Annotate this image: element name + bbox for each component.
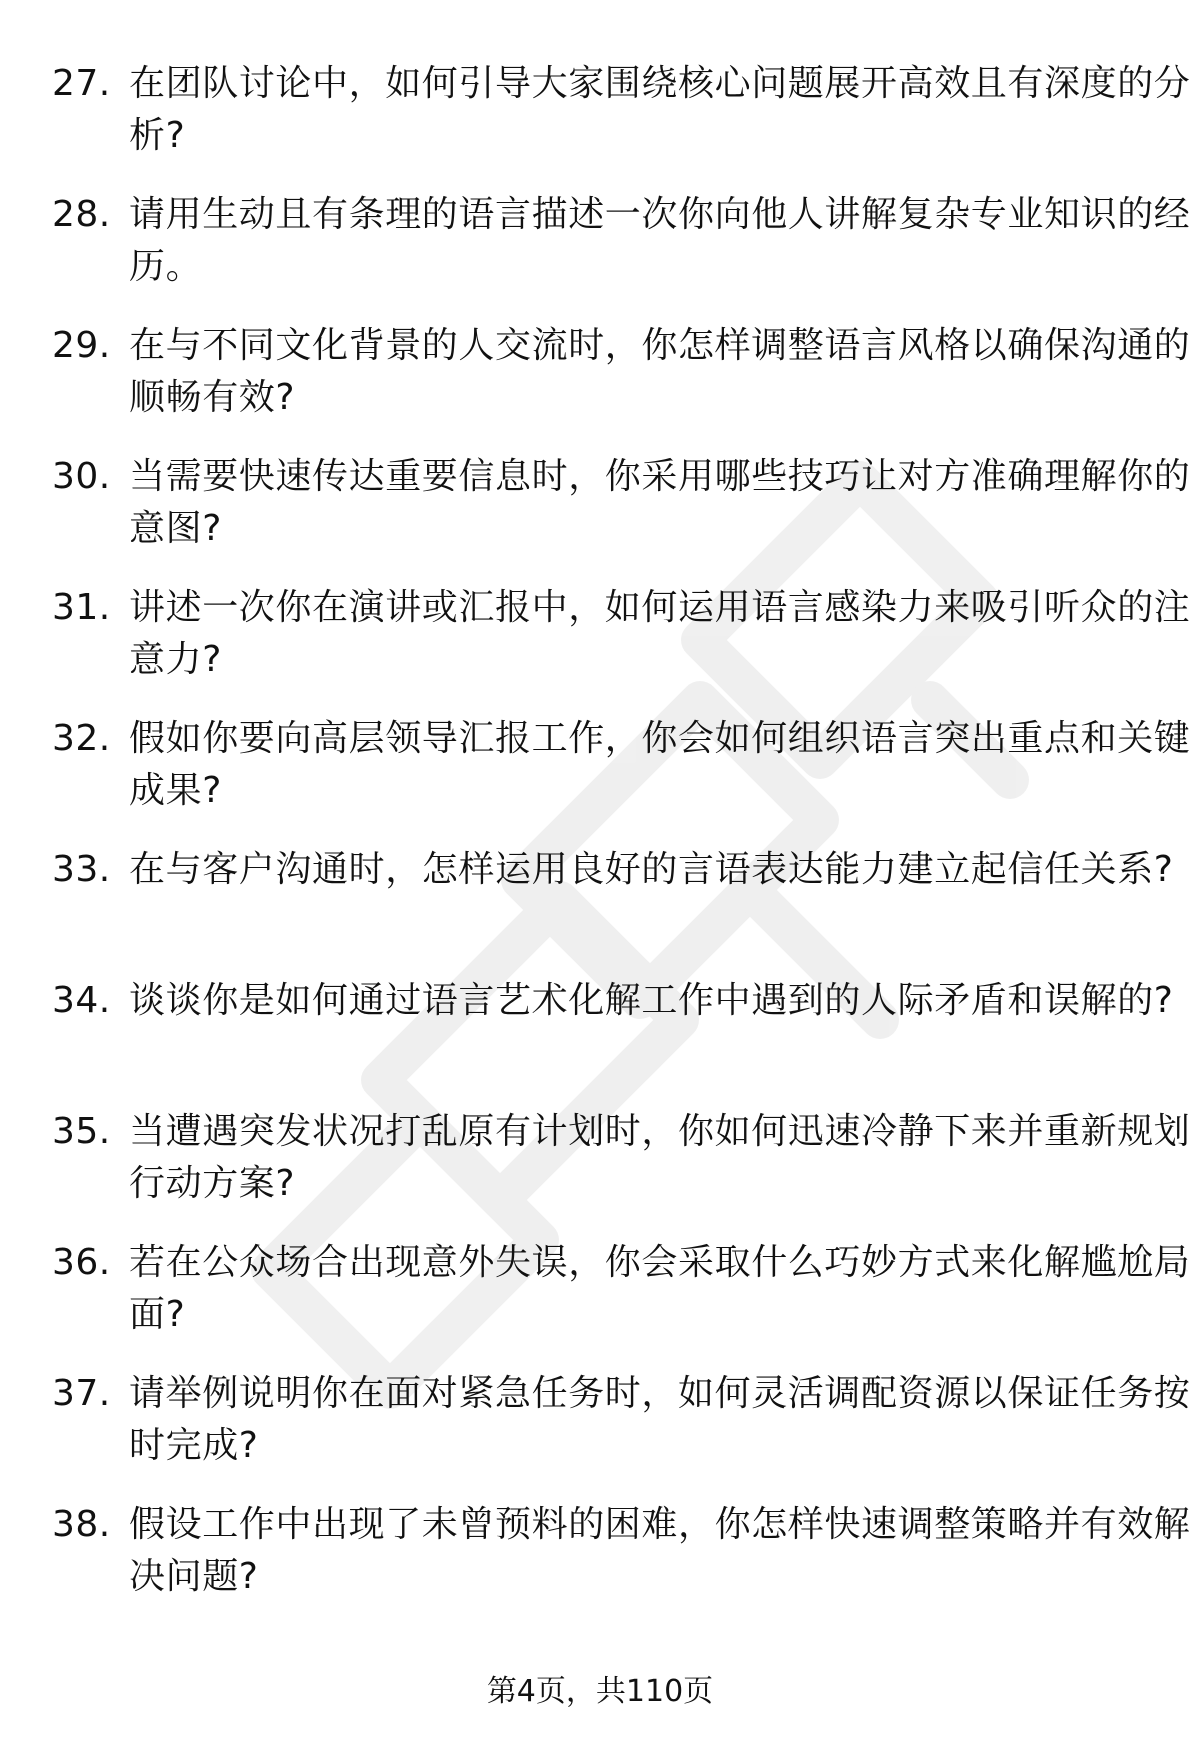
question-item [52, 1237, 1191, 1368]
question-number: 29. [52, 325, 111, 366]
question-number: 31. [52, 587, 111, 628]
question-text: 假设工作中出现了未曾预料的困难，你怎样快速调整策略并有效解决问题? [129, 1504, 1191, 1597]
question-number: 32. [52, 718, 111, 759]
question-text: 谈谈你是如何通过语言艺术化解工作中遇到的人际矛盾和误解的? [129, 980, 1174, 1021]
question-text: 在与客户沟通时，怎样运用良好的言语表达能力建立起信任关系? [129, 849, 1174, 890]
question-item [52, 582, 1191, 713]
question-item [52, 713, 1191, 844]
page-footer: 第4页，共110页 [486, 1674, 714, 1709]
question-number: 36. [52, 1242, 111, 1283]
question-item [52, 1368, 1191, 1499]
question-number: 34. [52, 980, 111, 1021]
question-list [52, 58, 1191, 1630]
question-number: 33. [52, 849, 111, 890]
question-item [52, 1106, 1191, 1237]
question-number: 27. [52, 63, 111, 104]
question-text: 当需要快速传达重要信息时，你采用哪些技巧让对方准确理解你的意图? [129, 456, 1191, 549]
question-item [52, 58, 1191, 189]
question-item [52, 975, 1174, 1106]
question-text: 请用生动且有条理的语言描述一次你向他人讲解复杂专业知识的经历。 [129, 194, 1191, 287]
question-item [52, 844, 1174, 975]
question-text: 假如你要向高层领导汇报工作，你会如何组织语言突出重点和关键成果? [129, 718, 1191, 811]
question-item [52, 189, 1191, 320]
question-text: 在团队讨论中，如何引导大家围绕核心问题展开高效且有深度的分析? [129, 63, 1191, 156]
question-text: 当遭遇突发状况打乱原有计划时，你如何迅速冷静下来并重新规划行动方案? [129, 1111, 1191, 1204]
question-number: 28. [52, 194, 111, 235]
question-item [52, 1499, 1191, 1630]
question-number: 38. [52, 1504, 111, 1545]
question-number: 35. [52, 1111, 111, 1152]
question-item [52, 451, 1191, 582]
question-text: 请举例说明你在面对紧急任务时，如何灵活调配资源以保证任务按时完成? [129, 1373, 1191, 1466]
question-text: 讲述一次你在演讲或汇报中，如何运用语言感染力来吸引听众的注意力? [129, 587, 1191, 680]
question-number: 37. [52, 1373, 111, 1414]
question-number: 30. [52, 456, 111, 497]
question-text: 在与不同文化背景的人交流时，你怎样调整语言风格以确保沟通的顺畅有效? [129, 325, 1191, 418]
question-item [52, 320, 1191, 451]
question-text: 若在公众场合出现意外失误，你会采取什么巧妙方式来化解尴尬局面? [129, 1242, 1191, 1335]
